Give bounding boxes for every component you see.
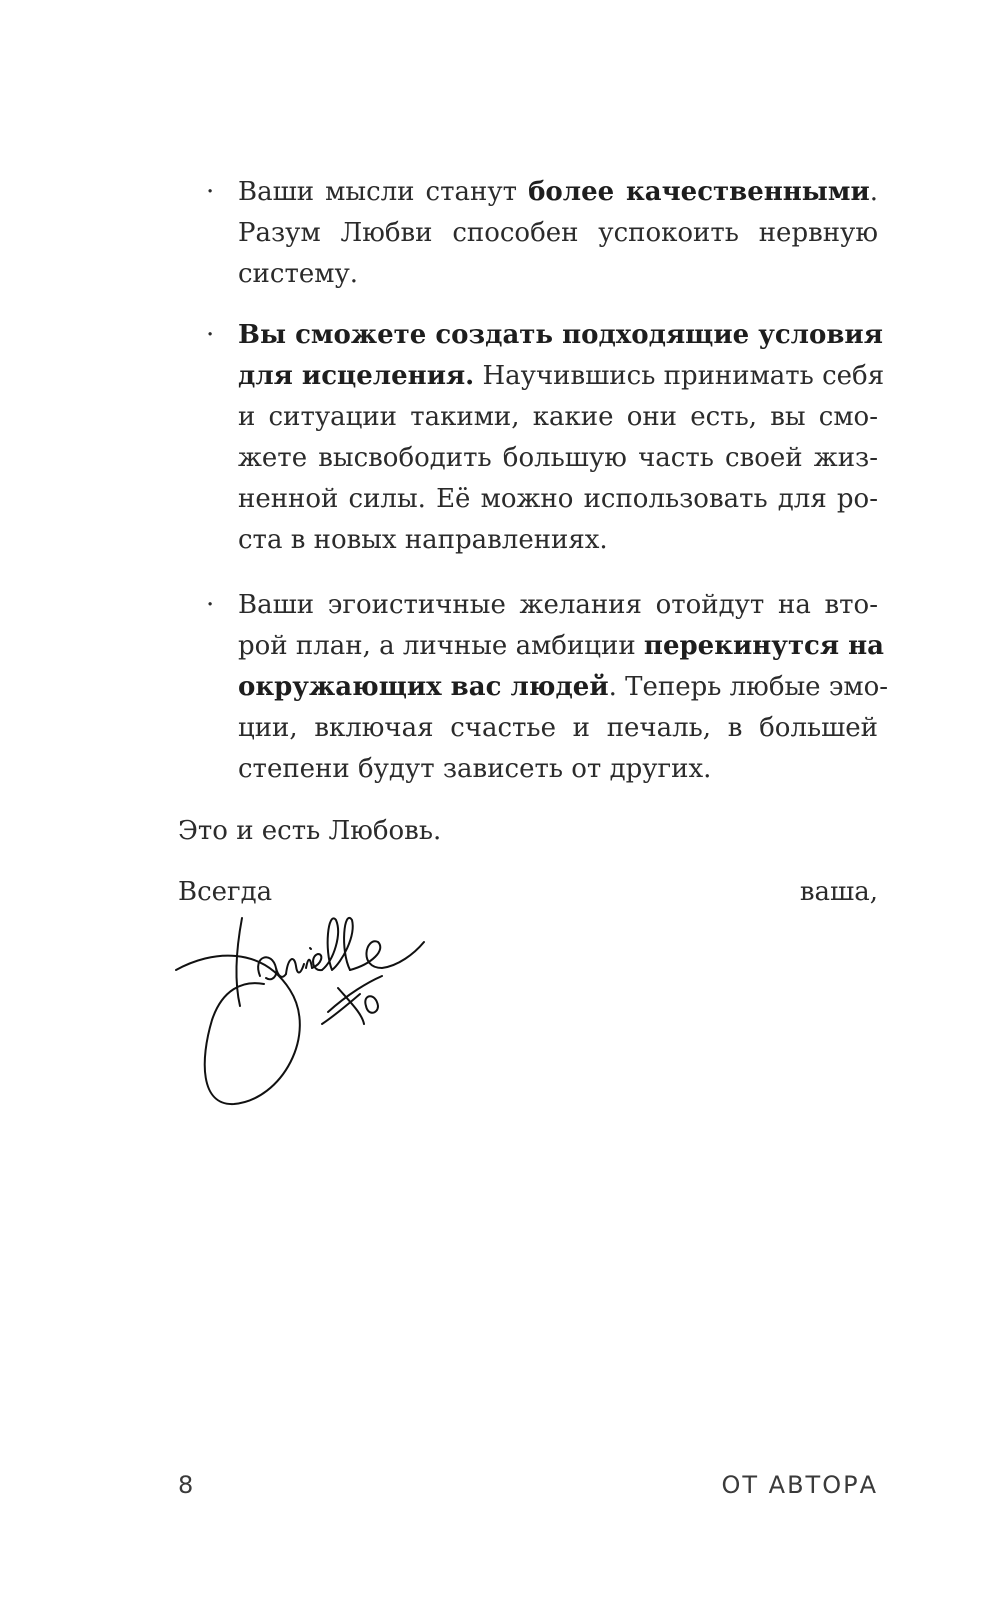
bullet-item-2 — [206, 315, 885, 561]
signoff-right: ваша, — [799, 877, 878, 907]
text-line: и ситуации такими, какие они есть, вы смо- — [238, 402, 878, 432]
text-line: окружающих вас людей. Теперь любые эмо- — [238, 672, 889, 702]
text-line: Ваши мысли станут более качественными. — [238, 177, 879, 207]
text-line: ции, включая счастье и печаль, в большей — [238, 713, 878, 743]
text-line: для исцеления. Научившись принимать себя — [238, 361, 885, 391]
text-line: Ваши эгоистичные желания отойдут на вто- — [238, 590, 878, 620]
text-line: рой план, а личные амбиции перекинутся на — [238, 631, 885, 661]
text-line: жете высвободить большую часть своей жиз- — [238, 443, 878, 473]
running-head: ОТ АВТОРА — [721, 1471, 878, 1499]
signoff-line — [178, 872, 878, 913]
text-line: Разум Любви способен успокоить нервную — [238, 218, 878, 248]
bullet-marker: · — [206, 177, 215, 207]
text-line: ста в новых направлениях. — [238, 525, 608, 555]
page-number: 8 — [178, 1471, 194, 1499]
bullet-item-1 — [206, 172, 879, 295]
text-line: степени будут зависеть от других. — [238, 754, 712, 784]
bullet-item-3 — [206, 585, 889, 790]
signoff-left: Всегда — [178, 877, 273, 907]
text-line: ненной силы. Её можно использовать для ро- — [238, 484, 878, 514]
text-line: систему. — [238, 259, 359, 289]
text-line: Вы сможете создать подходящие условия — [238, 320, 883, 350]
handwritten-signature — [172, 910, 452, 1130]
bullet-marker: · — [206, 320, 215, 350]
closing-paragraph: Это и есть Любовь. — [178, 816, 442, 846]
bullet-marker: · — [206, 590, 215, 620]
